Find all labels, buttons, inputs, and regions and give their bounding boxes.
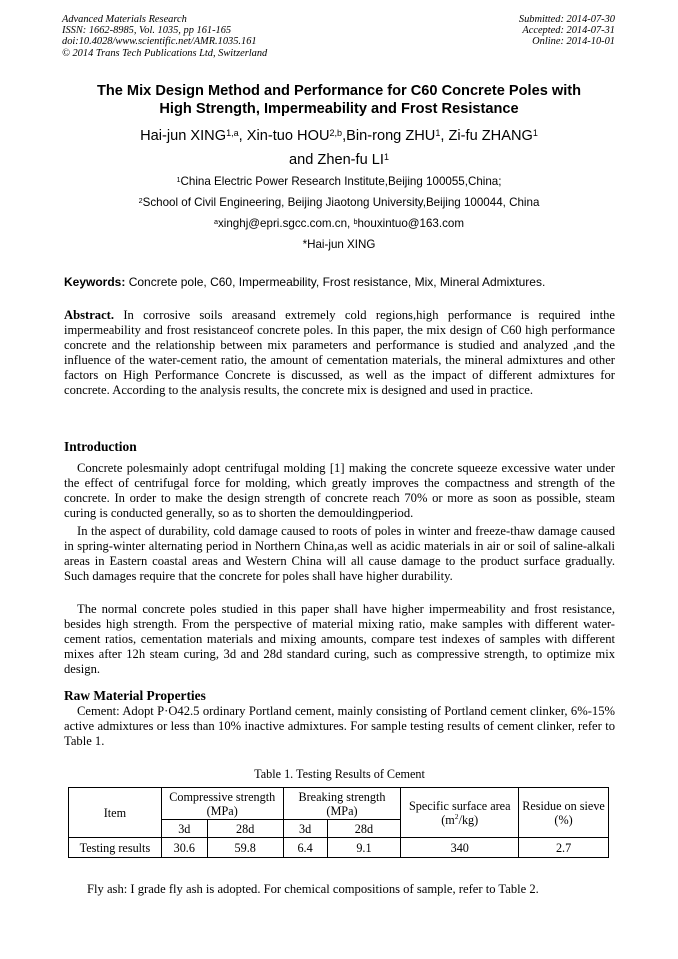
section-heading-raw-material: Raw Material Properties xyxy=(64,688,206,703)
intro-paragraph-1: Concrete polesmainly adopt centrifugal molding [1] making the concrete squeeze excessive water under the effect of centrifugal force for molding, which greatly improves the compactness and strength of the concrete. In order to make the design strength of concrete reach 70% or more as soon as possible, steam curing is conducted generally, so as to shorten the demouldingperiod. xyxy=(64,461,615,520)
table-cell: 9.1 xyxy=(327,838,401,858)
copyright-line: © 2014 Trans Tech Publications Ltd, Switzerland xyxy=(62,47,268,59)
abstract xyxy=(64,308,615,398)
intro-paragraph-2: In the aspect of durability, cold damage caused to roots of poles in winter and freeze-thaw damage caused in spring-winter alternating period in Northern China,as well as acidic materials in air or soil of saline-alkali areas in Eastern coastal areas and Western China will all cause damage to the product surface gradually. Such damages require that the concrete for poles shall have higher durability. xyxy=(64,524,615,583)
subheader-cell: 3d xyxy=(283,820,327,838)
keywords-text: Concrete pole, C60, Impermeability, Frost resistance, Mix, Mineral Admixtures. xyxy=(128,275,546,289)
intro-paragraph-3: The normal concrete poles studied in this paper shall have higher impermeability and frost resistance, besides high strength. From the perspective of material mixing ratio, make samples with different water-cement ratios, cementation materials and mixing amounts, compare test indexes of samples with different mixes after 12h steam curing, 3d and 28d standard curing, such as compressive strength, to optimize mix design. xyxy=(64,602,615,676)
author-emails: $^a$xinghj@epri.sgcc.com.cn, $^b$houxintuo@163.com xyxy=(213,216,465,230)
abstract-label: Abstract. xyxy=(64,308,115,322)
fly-ash-paragraph: Fly ash: I grade fly ash is adopted. For chemical compositions of sample, refer to Table 2. xyxy=(87,882,539,896)
table-cell: 6.4 xyxy=(283,838,327,858)
table-cell: 2.7 xyxy=(519,838,609,858)
accepted-date: Accepted: 2014-07-31 xyxy=(522,25,615,37)
author-list: Hai-jun XING$^{1,a}$, Xin-tuo HOU$^{2,b}$,Bin-rong ZHU$^1$, Zi-fu ZHANG$^1$ and Zhen-fu $LI^1$ xyxy=(140,128,538,168)
submitted-date: Submitted: 2014-07-30 xyxy=(518,14,615,25)
section-heading-introduction: Introduction xyxy=(64,439,137,454)
email-link[interactable]: xinghj@epri.sgcc.com.cn, xyxy=(217,217,351,230)
doi-line: doi:10.4028/www.scientific.net/AMR.1035.161 xyxy=(62,36,257,48)
affiliation-2: $^2$School of Civil Engineering, Beijing Jiaotong University,Beijing 100044, China xyxy=(138,195,540,209)
keywords-label: Keywords: xyxy=(64,275,126,289)
subheader-cell: 3d xyxy=(161,820,207,838)
dates-header xyxy=(519,14,615,48)
subheader-cell: 28d xyxy=(207,820,283,838)
email-link[interactable]: houxintuo@163.com xyxy=(357,217,465,230)
author: Bin-rong ZHU xyxy=(346,128,436,144)
author: Hai-jun XING xyxy=(140,128,227,144)
table-cell: 30.6 xyxy=(161,838,207,858)
author: Zi-fu ZHANG xyxy=(448,128,533,144)
affiliation-1: $^1$China Electric Power Research Institute,Beijing 100055,China; xyxy=(176,174,502,188)
author: Zhen-fu LI xyxy=(317,152,384,168)
author: Xin-tuo HOU xyxy=(246,128,330,144)
table-cell: 59.8 xyxy=(207,838,283,858)
header-item: Item xyxy=(69,788,162,838)
header-compressive: Compressive strength (MPa) xyxy=(161,788,283,820)
raw-material-paragraph-1: Cement: Adopt P·O42.5 ordinary Portland cement, mainly consisting of Portland cement clinker, 6%-15% active admixtures or less than 10% inactive admixtures. For sample testing results of cement clinker, refer to Table 1. xyxy=(64,704,615,748)
row-label: Testing results xyxy=(69,838,162,858)
abstract-text: In corrosive soils areasand extremely cold regions,high performance is required inthe impermeability and frost resistanceof concrete poles. In this paper, the mix design of C60 high performance concrete and the relationship between mix parameters and performance is studied and analyzed ,and the influence of the water-cement ratio, the amount of cementation materials, the mineral admixtures and other factors on High Performance Concrete is discussed, as well as the impact of different admixtures for concrete. According to the analysis results, the concrete mix is designed and used in practice. xyxy=(64,308,615,397)
journal-header xyxy=(62,14,267,59)
keywords xyxy=(64,275,624,289)
table-row xyxy=(69,838,609,858)
corresponding-author: *Hai-jun XING xyxy=(302,238,376,251)
paper-title: The Mix Design Method and Performance for C60 Concrete Poles with High Strength, Impermeability and Frost Resistance xyxy=(96,83,582,117)
online-date: Online: 2014-10-01 xyxy=(532,36,615,48)
issn-line: ISSN: 1662-8985, Vol. 1035, pp 161-165 xyxy=(62,25,232,37)
subheader-cell: 28d xyxy=(327,820,401,838)
table-cell: 340 xyxy=(401,838,519,858)
cement-results-table xyxy=(68,787,609,858)
table-caption: Table 1. Testing Results of Cement xyxy=(254,767,425,781)
header-breaking: Breaking strength (MPa) xyxy=(283,788,401,820)
header-specific-surface: Specific surface area $(m^2/kg)$ xyxy=(401,788,519,838)
header-residue: Residue on sieve (%) xyxy=(519,788,609,838)
journal-name: Advanced Materials Research xyxy=(62,14,187,25)
